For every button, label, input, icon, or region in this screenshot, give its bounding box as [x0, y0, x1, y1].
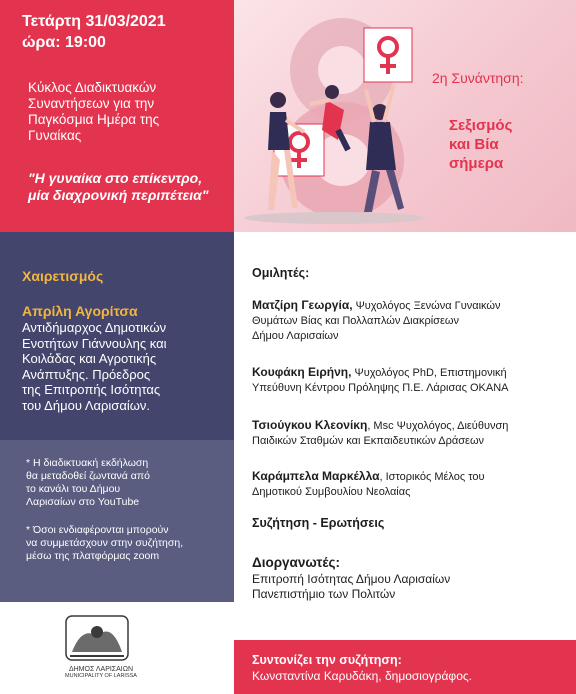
meeting-label: 2η Συνάντηση:: [432, 70, 524, 86]
municipality-logo-icon: [62, 612, 132, 664]
event-time: ώρα: 19:00: [22, 34, 106, 51]
note-youtube: * Η διαδικτυακή εκδήλωση θα μεταδοθεί ζωντανά από το κανάλι του Δήμου Λαρισαίων στο YouTube: [26, 457, 150, 508]
discussion-label: Συζήτηση - Ερωτήσεις: [252, 516, 385, 530]
greeting-name: Απρίλη Αγορίτσα: [22, 303, 138, 319]
meeting-title: Σεξισμός και Βία σήμερα: [449, 117, 513, 172]
coordinator-heading: Συντονίζει την συζήτηση:: [252, 653, 402, 667]
speaker-item: Καράμπελα Μαρκέλλα, Ιστορικός Μέλος του Δημοτικού Συμβουλίου Νεολαίας: [252, 469, 485, 498]
speaker-item: Ματζίρη Γεωργία, Ψυχολόγος Ξενώνα Γυναικών Θυμάτων Βίας και Πολλαπλών Διακρίσεων Δήμου Λαρισαίων: [252, 298, 501, 342]
greeting-text: Αντιδήμαρχος Δημοτικών Ενοτήτων Γιάννουλης και Κοιλάδας και Αγροτικής Ανάπτυξης. Πρόεδρος της Επιτροπής Ισότητας του Δήμου Λαρισαίων.: [22, 320, 167, 413]
speakers-heading: Ομιλητές:: [252, 266, 310, 280]
speaker-item: Τσιούγκου Κλεονίκη, Msc Ψυχολόγος, Διεύθυνση Παιδικών Σταθμών και Εκπαιδευτικών Δράσεων: [252, 418, 509, 447]
women-day-illustration: [234, 0, 576, 232]
coordinator-name: Κωνσταντίνα Καρυδάκη, δημοσιογράφος.: [252, 669, 472, 683]
speaker-item: Κουφάκη Ειρήνη, Ψυχολόγος PhD, Επιστημονική Υπεύθυνη Κέντρου Πρόληψης Π.Ε. Λάρισας ΟΚΑΝΑ: [252, 365, 509, 394]
organizers-heading: Διοργανωτές:: [252, 555, 341, 570]
greeting-heading: Χαιρετισμός: [22, 268, 104, 284]
logo-text: ΔΗΜΟΣ ΛΑΡΙΣΑΙΩΝ MUNICIPALITY OF LARISSA: [65, 666, 137, 679]
note-zoom: * Όσοι ενδιαφέρονται μπορούν να συμμετάσχουν στην συζήτηση, μέσω της πλατφόρμας zoom: [26, 524, 184, 562]
coordinator-bar: [234, 640, 576, 694]
organizers-list: Επιτροπή Ισότητας Δήμου Λαρισαίων Πανεπιστήμιο των Πολιτών: [252, 572, 451, 601]
event-date: Τετάρτη 31/03/2021: [22, 13, 166, 30]
event-quote: "Η γυναίκα στο επίκεντρο, μία διαχρονική περιπέτεια": [28, 170, 209, 203]
cycle-title: Κύκλος Διαδικτυακών Συναντήσεων για την Παγκόσμια Ημέρα της Γυναίκας: [28, 80, 160, 143]
